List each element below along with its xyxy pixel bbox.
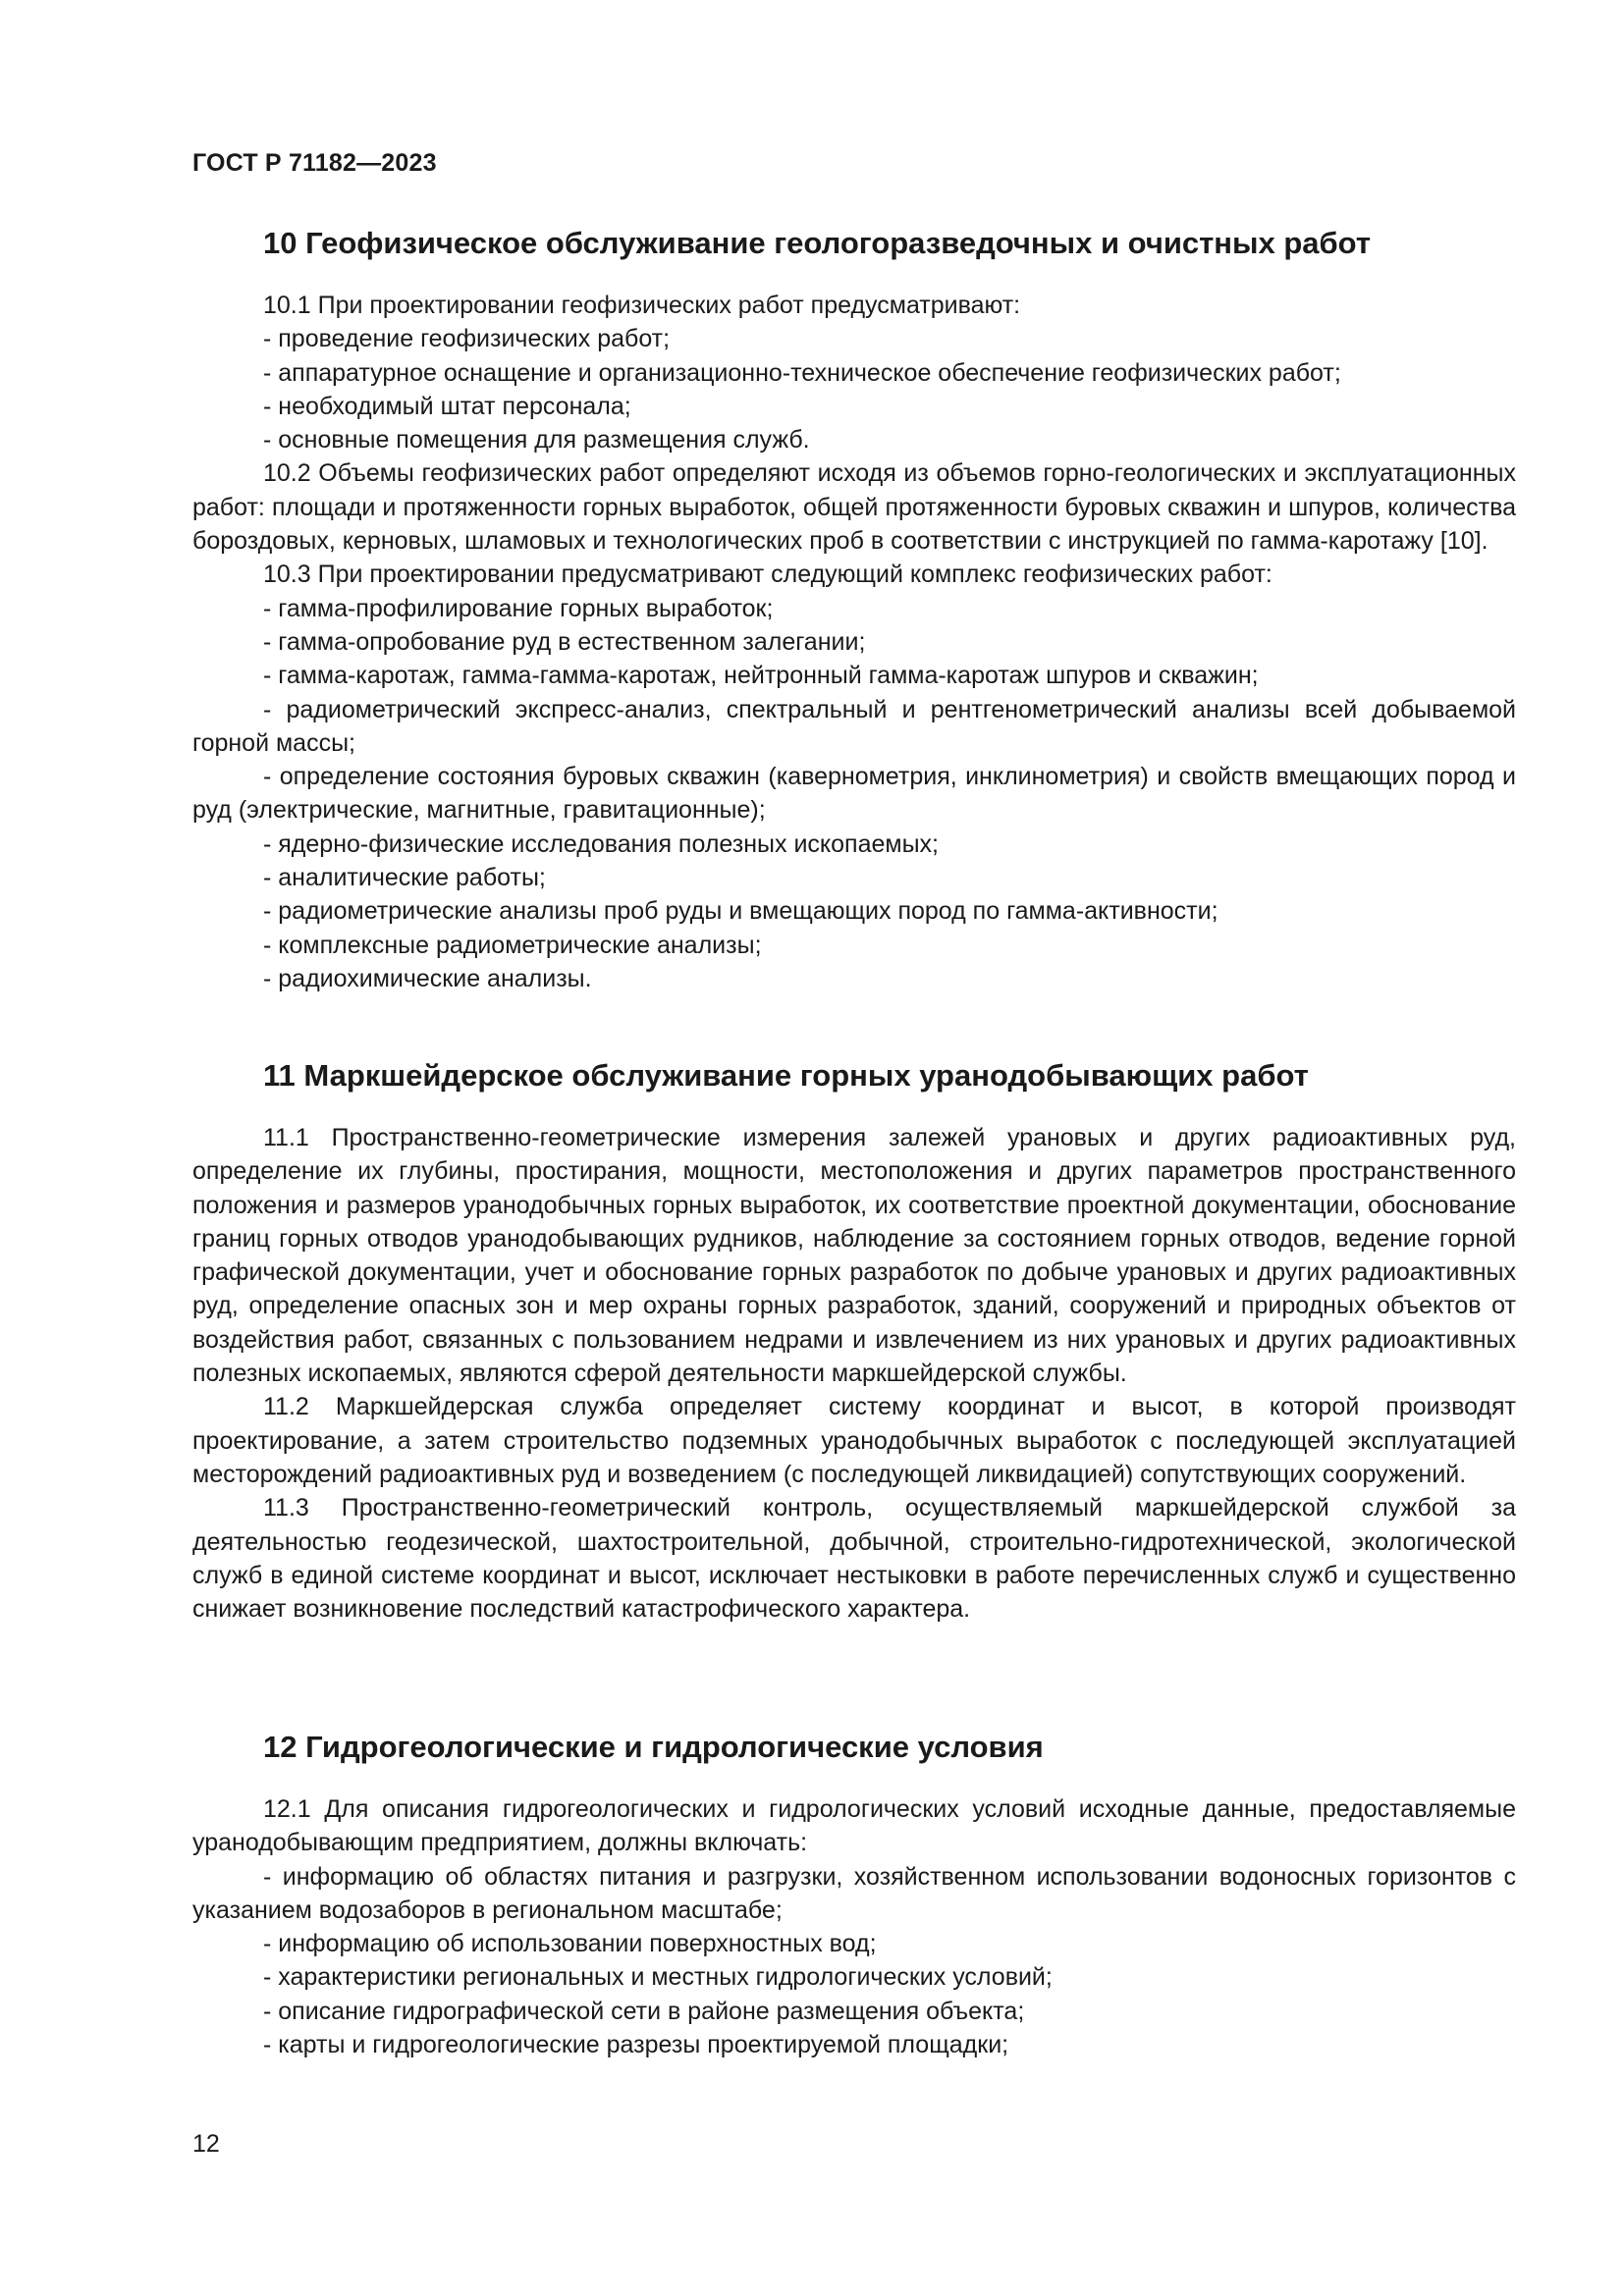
list-item: - гамма-каротаж, гамма-гамма-каротаж, нейтронный гамма-каротаж шпуров и скважин; (263, 662, 1259, 690)
section-heading: 10 Геофизическое обслуживание геологоразведочных и очистных работ (263, 226, 1372, 260)
list-item: - характеристики региональных и местных гидрологических условий; (263, 1963, 1053, 1992)
section-12 (192, 1728, 1516, 2061)
list-item: - проведение геофизических работ; (263, 325, 671, 353)
list-item: - радиохимические анализы. (263, 964, 592, 992)
list-item: - основные помещения для размещения служб. (263, 426, 810, 454)
list-item: - аппаратурное оснащение и организационно-техническое обеспечение геофизических работ; (263, 358, 1341, 387)
paragraph: 10.1 При проектировании геофизических работ предусматривают: (263, 292, 1021, 319)
paragraph: 11.2 Маркшейдерская служба определяет систему координат и высот, в которой производят проектирование, а затем строительство подземных уранодобычных выработок с последующей эксплуатацией месторождений радиоактивных руд и возведением (с последующей ликвидацией) сопутствующих сооружений. (192, 1393, 1516, 1488)
list-item: - определение состояния буровых скважин (кавернометрия, инклинометрия) и свойств вмещающих пород и руд (электрические, магнитные, гравитационные); (192, 763, 1516, 825)
list-item: - гамма-опробование руд в естественном залегании; (263, 627, 866, 656)
list-item: - информацию об использовании поверхностных вод; (263, 1930, 877, 1958)
list-item: - радиометрические анализы проб руды и вмещающих пород по гамма-активности; (263, 897, 1218, 926)
list-item: - гамма-профилирование горных выработок; (263, 594, 774, 622)
paragraph: 11.3 Пространственно-геометрический контроль, осуществляемый маркшейдерской службой за деятельностью геодезической, шахтостроительной, добычной, строительно-гидротехнической, экологической служб в единой системе координат и высот, исключает нестыковки в работе перечисленных служб и существенно снижает возникновение последствий катастрофического характера. (192, 1494, 1516, 1624)
section-heading: 12 Гидрогеологические и гидрологические условия (263, 1730, 1044, 1764)
list-item: - необходимый штат персонала; (263, 392, 631, 420)
list-item: - аналитические работы; (263, 864, 546, 892)
list-item: - комплексные радиометрические анализы; (263, 931, 762, 959)
section-heading: 11 Маркшейдерское обслуживание горных уранодобывающих работ (263, 1058, 1309, 1093)
list-item: - описание гидрографической сети в районе размещения объекта; (263, 1997, 1025, 2025)
document-code-header: ГОСТ Р 71182—2023 (192, 149, 437, 177)
list-item: - ядерно-физические исследования полезных ископаемых; (263, 829, 939, 858)
section-11 (192, 1056, 1516, 1626)
section-10 (192, 224, 1516, 995)
list-item: - карты и гидрогеологические разрезы проектируемой площадки; (263, 2031, 1009, 2059)
list-item: - информацию об областях питания и разгрузки, хозяйственном использовании водоносных горизонтов с указанием водозаборов в региональном масштабе; (192, 1862, 1516, 1924)
paragraph: 11.1 Пространственно-геометрические измерения залежей урановых и других радиоактивных руд, определение их глубины, простирания, мощности, местоположения и других параметров пространственного положения и размеров уранодобычных горных выработок, их соответствие проектной документации, обоснование границ горных отводов уранодобывающих рудников, наблюдение за состоянием горных отводов, ведение горной графической документации, учет и обоснование горных разработок по добыче урановых и других радиоактивных руд, определение опасных зон и мер охраны горных разработок, зданий, сооружений и природных объектов от воздействия работ, связанных с пользованием недрами и извлечением из них урановых и других радиоактивных полезных ископаемых, являются сферой деятельности маркшейдерской службы. (192, 1124, 1516, 1388)
paragraph: 10.2 Объемы геофизических работ определяют исходя из объемов горно-геологических и эксплуатационных работ: площади и протяженности горных выработок, общей протяженности буровых скважин и шпуров, количества бороздовых, керновых, шламовых и технологических проб в соответствии с инструкцией по гамма-каротажу [10]. (192, 459, 1516, 556)
paragraph: 12.1 Для описания гидрогеологических и гидрологических условий исходные данные, предоставляемые уранодобывающим предприятием, должны включать: (192, 1795, 1516, 1857)
page-number: 12 (192, 2130, 220, 2158)
paragraph: 10.3 При проектировании предусматривают следующий комплекс геофизических работ: (263, 561, 1272, 589)
list-item: - радиометрический экспресс-анализ, спектральный и рентгенометрический анализы всей добываемой горной массы; (192, 695, 1516, 757)
